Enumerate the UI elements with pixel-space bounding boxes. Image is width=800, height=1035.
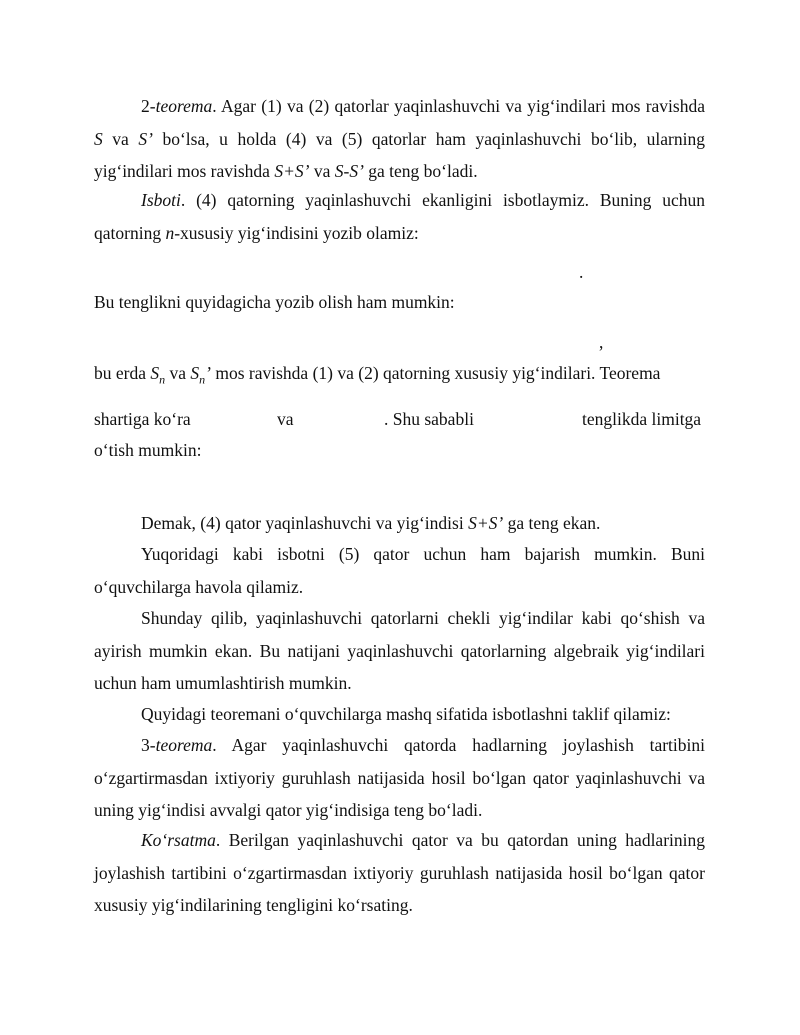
rewrite-line: Bu tenglikni quyidagicha yozib olish ham mumkin: (94, 292, 455, 312)
symbol-s-prime: S’ (138, 128, 153, 149)
conclusion-text: ga teng ekan. (503, 513, 601, 533)
hint-paragraph (94, 824, 705, 922)
condition-line (94, 403, 705, 435)
condition-word: . Shu sababli (384, 409, 474, 429)
symbol-n: n (165, 222, 175, 243)
proof-paragraph (94, 184, 705, 249)
symbol-sn-prime: $S_n$’ (190, 363, 211, 387)
exercise-paragraph: Quyidagi teoremani o‘quvchilarga mashq sifatida isbotlashni taklif qilamiz: (141, 704, 671, 724)
symbol-sum: S+S’ (468, 513, 504, 533)
theorem-number: 2- (141, 96, 156, 116)
proof-text: . (4) qatorning yaqinlashuvchi ekanligini isbotlaymiz. Buning uchun qatorning (94, 190, 705, 243)
limit-line: o‘tish mumkin: (94, 440, 202, 460)
theorem-text: bo‘lsa, u holda (4) va (5) qatorlar ham yaqinlashuvchi bo‘lib, ularning yig‘indilari mos ravishda (94, 128, 705, 181)
symbol-diff: S-S’ (334, 161, 364, 181)
where-text: bu erda (94, 363, 151, 383)
formula-placeholder-period: . (579, 262, 584, 282)
condition-word: shartiga ko‘ra (94, 409, 191, 429)
theorem-label: teorema (155, 735, 213, 755)
where-line (94, 357, 705, 396)
where-text: va (165, 363, 191, 383)
conjunction: va (309, 161, 335, 181)
theorem-3-paragraph (94, 729, 705, 827)
hint-text: . Berilgan yaqinlashuvchi qator va bu qatordan uning hadlarining joylashish tartibini o‘zgartirmasdan ixtiyoriy guruhlash natijasida hosil bo‘lgan qator xususiy yig‘indilarining tengligini ko‘rsating. (94, 830, 705, 915)
proof-text: -xususiy yig‘indisini yozib olamiz: (174, 222, 419, 243)
conclusion-text: Demak, (4) qator yaqinlashuvchi va yig‘indisi (141, 513, 469, 533)
where-text: mos ravishda (1) va (2) qatorning xususiy yig‘indilari. Teorema (210, 363, 661, 383)
condition-word: tenglikda limitga (582, 409, 702, 429)
proof-label: Isboti (141, 190, 181, 210)
theorem-2-paragraph (94, 90, 705, 188)
formula-placeholder-comma: , (599, 332, 604, 352)
symbol-sn: $S_n$ (150, 363, 166, 387)
hint-label: Ko‘rsatma (141, 830, 216, 850)
theorem-label: teorema (155, 96, 213, 116)
theorem-number: 3- (141, 735, 156, 755)
theorem-text: ga teng bo‘ladi. (363, 161, 478, 181)
similar-proof-paragraph: Yuqoridagi kabi isbotni (5) qator uchun ham bajarish mumkin. Buni o‘quvchilarga havola qilamiz. (94, 544, 705, 597)
conjunction: va (102, 128, 139, 149)
conclusion-paragraph (94, 507, 705, 540)
theorem-text: . Agar (1) va (2) qatorlar yaqinlashuvchi va yig‘indilari mos ravishda (212, 96, 705, 116)
theorem-text: . Agar yaqinlashuvchi qatorda hadlarning joylashish tartibini o‘zgartirmasdan ixtiyoriy guruhlash natijasida hosil bo‘lgan qator yaqinlashuvchi va uning yig‘indisi avvalgi qator yig‘indisiga teng bo‘ladi. (94, 735, 705, 820)
symbol-sum: S+S’ (274, 161, 310, 181)
condition-word: va (277, 409, 294, 429)
symbol-s: S (94, 128, 103, 149)
summary-paragraph: Shunday qilib, yaqinlashuvchi qatorlarni chekli yig‘indilar kabi qo‘shish va ayirish mumkin ekan. Bu natijani yaqinlashuvchi qatorlarning algebraik yig‘indilari uchun ham umumlashtirish mumkin. (94, 608, 705, 693)
